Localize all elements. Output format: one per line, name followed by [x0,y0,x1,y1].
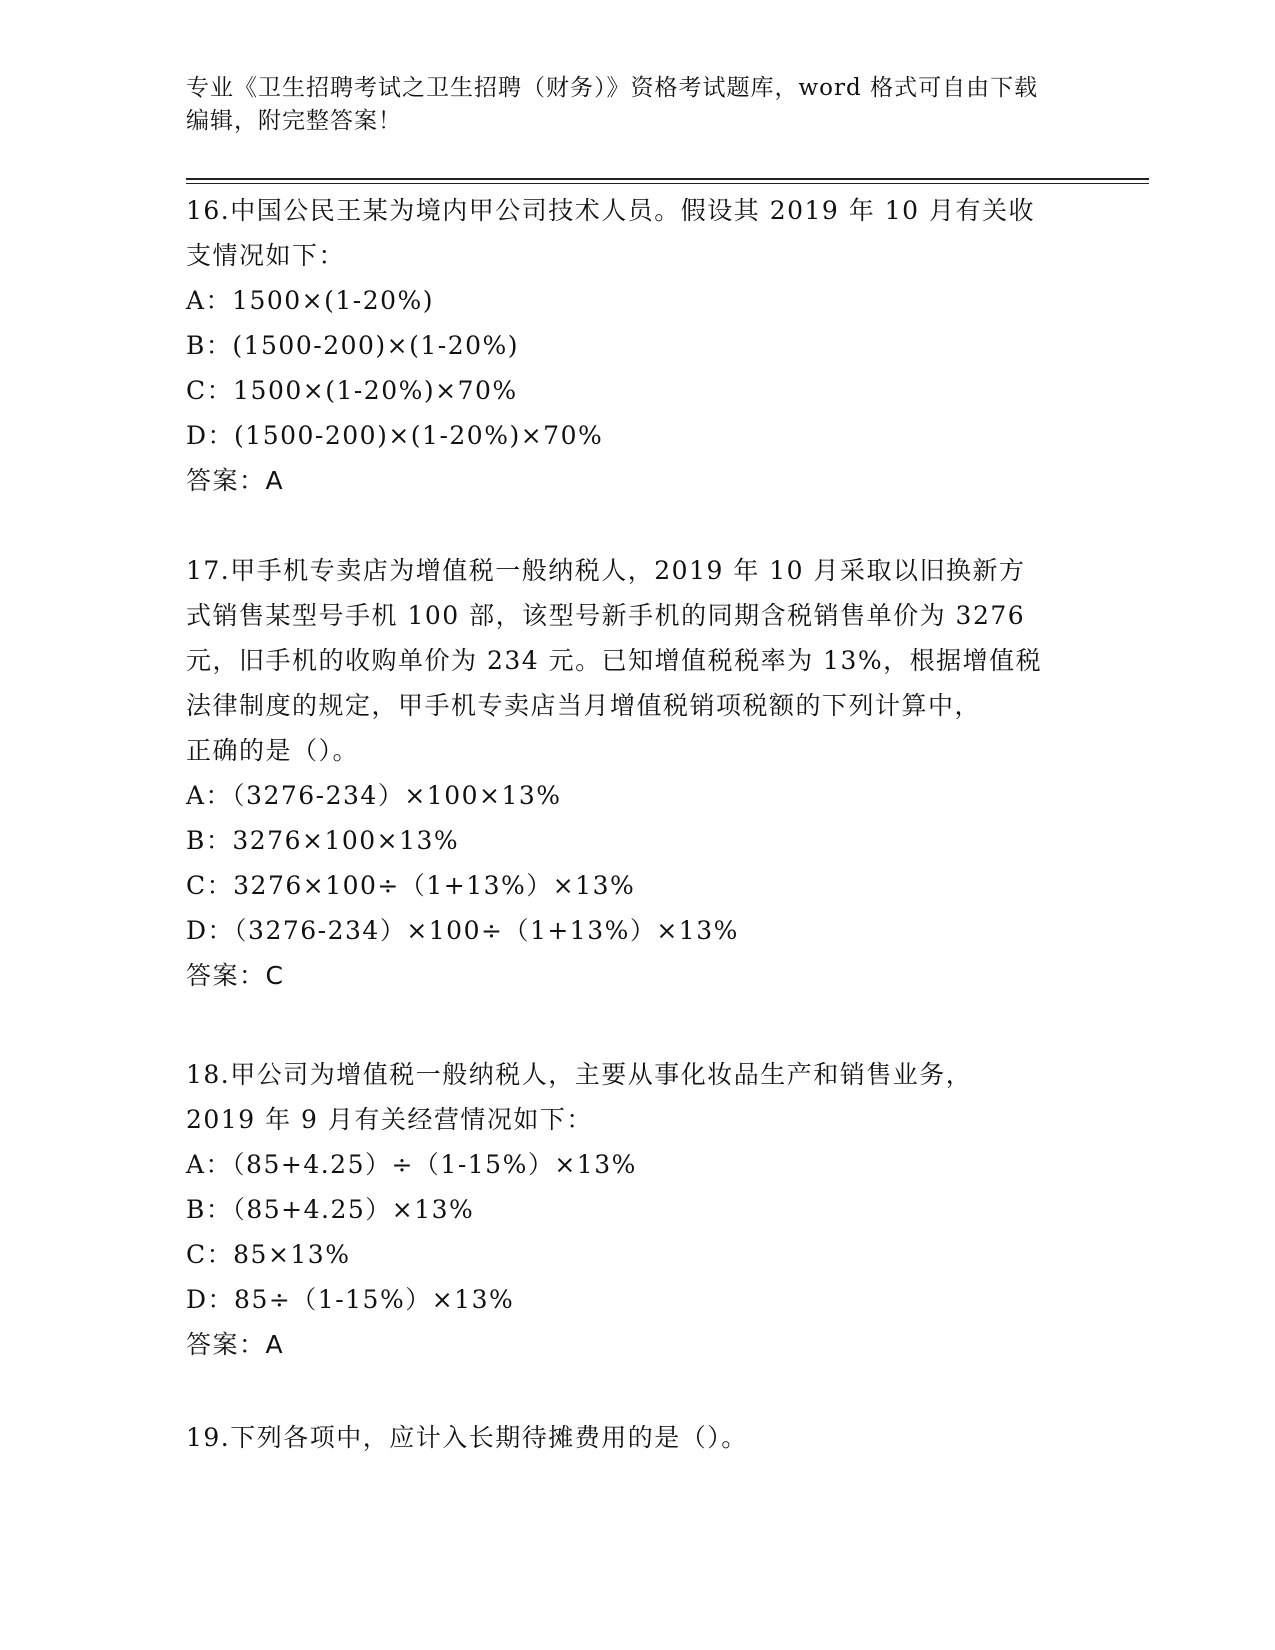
question-stem-line: 18.甲公司为增值税一般纳税人，主要从事化妆品生产和销售业务， [186,1060,973,1089]
question-19 [186,1415,1086,1460]
option-c: C：85×13% [186,1240,351,1269]
option-c: C：1500×(1-20%)×70% [186,376,518,405]
question-stem-line: 元，旧手机的收购单价为 234 元。已知增值税税率为 13%，根据增值税 [186,646,1043,675]
option-a: A：（3276-234）×100×13% [186,781,562,810]
option-c: C：3276×100÷（1+13%）×13% [186,871,636,900]
header-divider-thick [186,178,1149,180]
option-d: D：（3276-234）×100÷（1+13%）×13% [186,916,739,945]
question-stem-line: 正确的是（）。 [186,736,360,765]
question-stem-line: 式销售某型号手机 100 部，该型号新手机的同期含税销售单价为 3276 [186,601,1026,630]
question-17 [186,548,1086,998]
header-divider-thin [186,183,1149,184]
question-stem-line: 19.下列各项中，应计入长期待摊费用的是（）。 [186,1423,748,1452]
question-stem-line: 17.甲手机专卖店为增值税一般纳税人，2019 年 10 月采取以旧换新方 [186,556,1026,585]
option-d: D：(1500-200)×(1-20%)×70% [186,421,604,450]
option-a: A：1500×(1-20%) [186,286,435,315]
option-d: D：85÷（1-15%）×13% [186,1285,515,1314]
question-stem-line: 16.中国公民王某为境内甲公司技术人员。假设其 2019 年 10 月有关收 [186,196,1035,225]
question-stem-line: 支情况如下： [186,241,346,270]
option-b: B：3276×100×13% [186,826,460,855]
document-header [186,72,1066,138]
answer: 答案：A [186,466,285,495]
answer: 答案：C [186,961,285,990]
answer: 答案：A [186,1330,285,1359]
header-line-1: 专业《卫生招聘考试之卫生招聘（财务）》资格考试题库，word 格式可自由下载 [186,75,1039,101]
question-stem-line: 2019 年 9 月有关经营情况如下： [186,1105,593,1134]
question-18 [186,1052,1086,1367]
option-a: A：（85+4.25）÷（1-15%）×13% [186,1150,637,1179]
option-b: B：(1500-200)×(1-20%) [186,331,520,360]
header-line-2: 编辑，附完整答案！ [186,108,402,134]
question-16 [186,188,1086,503]
option-b: B：（85+4.25）×13% [186,1195,475,1224]
question-stem-line: 法律制度的规定，甲手机专卖店当月增值税销项税额的下列计算中， [186,691,982,720]
